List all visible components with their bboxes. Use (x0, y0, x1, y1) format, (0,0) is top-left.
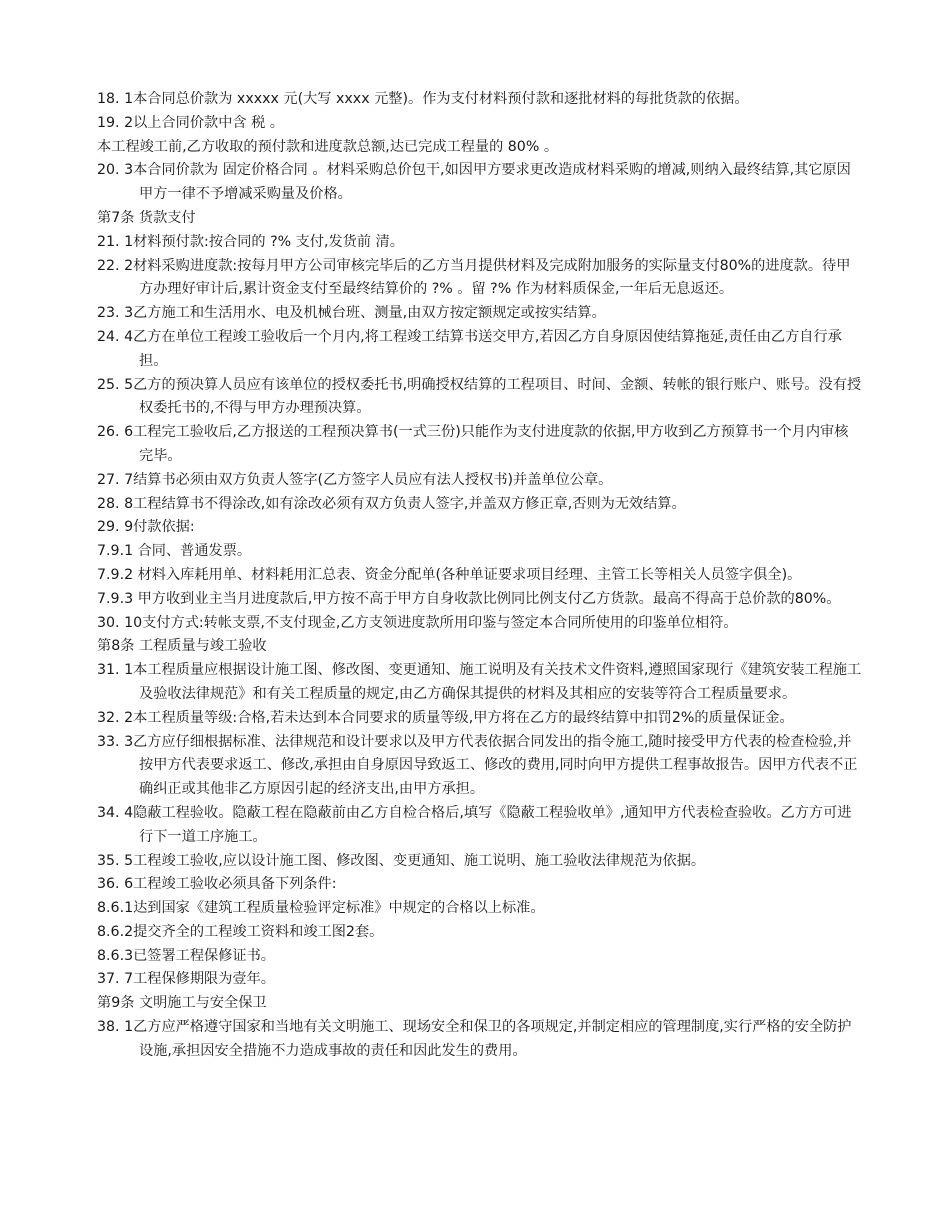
clause-paragraph: 27. 7结算书必须由双方负责人签字(乙方签字人员应有法人授权书)并盖单位公章。 (97, 471, 613, 488)
clause-paragraph: 20. 3本合同价款为 固定价格合同 。材料采购总价包干,如因甲方要求更改造成材料采购的增减,则纳入最终结算,其它原因甲方一律不予增减采购量及价格。 (97, 162, 851, 203)
text-paragraph: 本工程竣工前,乙方收取的预付款和进度款总额,达已完成工程量的 80% 。 (97, 138, 559, 155)
clause-paragraph: 24. 4乙方在单位工程竣工验收后一个月内,将工程竣工结算书送交甲方,若因乙方自身原因使结算拖延,责任由乙方自行承担。 (97, 328, 842, 369)
clause-paragraph: 33. 3乙方应仔细根据标准、法律规范和设计要求以及甲方代表依据合同发出的指令施工,随时接受甲方代表的检查检验,并按甲方代表要求返工、修改,承担由自身原因导致返工、修改的费用,同时向甲方提供工程事故报告。因甲方代表不正确纠正或其他非乙方原因引起的经济支出,由甲方承担。 (97, 733, 858, 798)
document-body (97, 88, 862, 1064)
clause-paragraph: 38. 1乙方应严格遵守国家和当地有关文明施工、现场安全和保卫的各项规定,并制定相应的管理制度,实行严格的安全防护设施,承担因安全措施不力造成事故的责任和因此发生的费用。 (97, 1019, 852, 1059)
clause-paragraph: 18. 1本合同总价款为 xxxxx 元(大写 xxxx 元整)。作为支付材料预付款和逐批材料的每批货款的依据。 (97, 91, 749, 107)
clause-paragraph: 26. 6工程完工验收后,乙方报送的工程预决算书(一式三份)只能作为支付进度款的依据,甲方收到乙方预算书一个月内审核完毕。 (97, 424, 849, 464)
clause-paragraph: 34. 4隐蔽工程验收。隐蔽工程在隐蔽前由乙方自检合格后,填写《隐蔽工程验收单》,通知甲方代表检查验收。乙方方可进行下一道工序施工。 (97, 804, 852, 845)
text-paragraph: 7.9.2 材料入库耗用单、材料耗用汇总表、资金分配单(各种单证要求项目经理、主管工长等相关人员签字俱全)。 (97, 566, 802, 583)
clause-paragraph: 35. 5工程竣工验收,应以设计施工图、修改图、变更通知、施工说明、施工验收法律规范为依据。 (97, 852, 706, 869)
text-paragraph: 7.9.1 合同、普通发票。 (97, 543, 252, 560)
text-paragraph: 第9条 文明施工与安全保卫 (97, 995, 267, 1012)
text-paragraph: 8.6.3已签署工程保修证书。 (97, 947, 275, 964)
clause-paragraph: 25. 5乙方的预决算人员应有该单位的授权委托书,明确授权结算的工程项目、时间、金额、转帐的银行账户、账号。没有授权委托书的,不得与甲方办理预决算。 (97, 376, 862, 417)
text-paragraph: 第8条 工程质量与竣工验收 (97, 638, 267, 655)
text-paragraph: 第7条 货款支付 (97, 209, 196, 226)
clause-paragraph: 31. 1本工程质量应根据设计施工图、修改图、变更通知、施工说明及有关技术文件资料,遵照国家现行《建筑安装工程施工及验收法律规范》和有关工程质量的规定,由乙方确保其提供的材料及其相应的安装等符合工程质量要求。 (97, 662, 862, 702)
text-paragraph: 8.6.1达到国家《建筑工程质量检验评定标准》中规定的合格以上标准。 (97, 900, 545, 917)
clause-paragraph: 29. 9付款依据: (97, 519, 195, 536)
clause-paragraph: 22. 2材料采购进度款:按每月甲方公司审核完毕后的乙方当月提供材料及完成附加服务的实际量支付80%的进度款。待甲方办理好审计后,累计资金支付至最终结算价的 ?% 。留 ?% 作为材料质保金,一年后无息返还。 (97, 257, 851, 298)
clause-paragraph: 19. 2以上合同价款中含 税 。 (97, 114, 284, 131)
text-paragraph: 7.9.3 甲方收到业主当月进度款后,甲方按不高于甲方自身收款比例同比例支付乙方货款。最高不得高于总价款的80%。 (97, 590, 841, 607)
text-paragraph: 32. 2本工程质量等级:合格,若未达到本合同要求的质量等级,甲方将在乙方的最终结算中扣罚2%的质量保证金。 (97, 709, 794, 726)
clause-paragraph: 30. 10支付方式:转帐支票,不支付现金,乙方支领进度款所用印鉴与签定本合同所使用的印鉴单位相符。 (97, 614, 738, 631)
clause-paragraph: 23. 3乙方施工和生活用水、电及机械台班、测量,由双方按定额规定或按实结算。 (97, 305, 606, 322)
clause-paragraph: 37. 7工程保修期限为壹年。 (97, 971, 275, 988)
clause-paragraph: 28. 8工程结算书不得涂改,如有涂改必须有双方负责人签字,并盖双方修正章,否则为无效结算。 (97, 495, 686, 512)
clause-paragraph: 36. 6工程竣工验收必须具备下列条件: (97, 876, 337, 893)
clause-paragraph: 21. 1材料预付款:按合同的 ?% 支付,发货前 清。 (97, 233, 404, 250)
text-paragraph: 8.6.2提交齐全的工程竣工资料和竣工图2套。 (97, 923, 384, 940)
